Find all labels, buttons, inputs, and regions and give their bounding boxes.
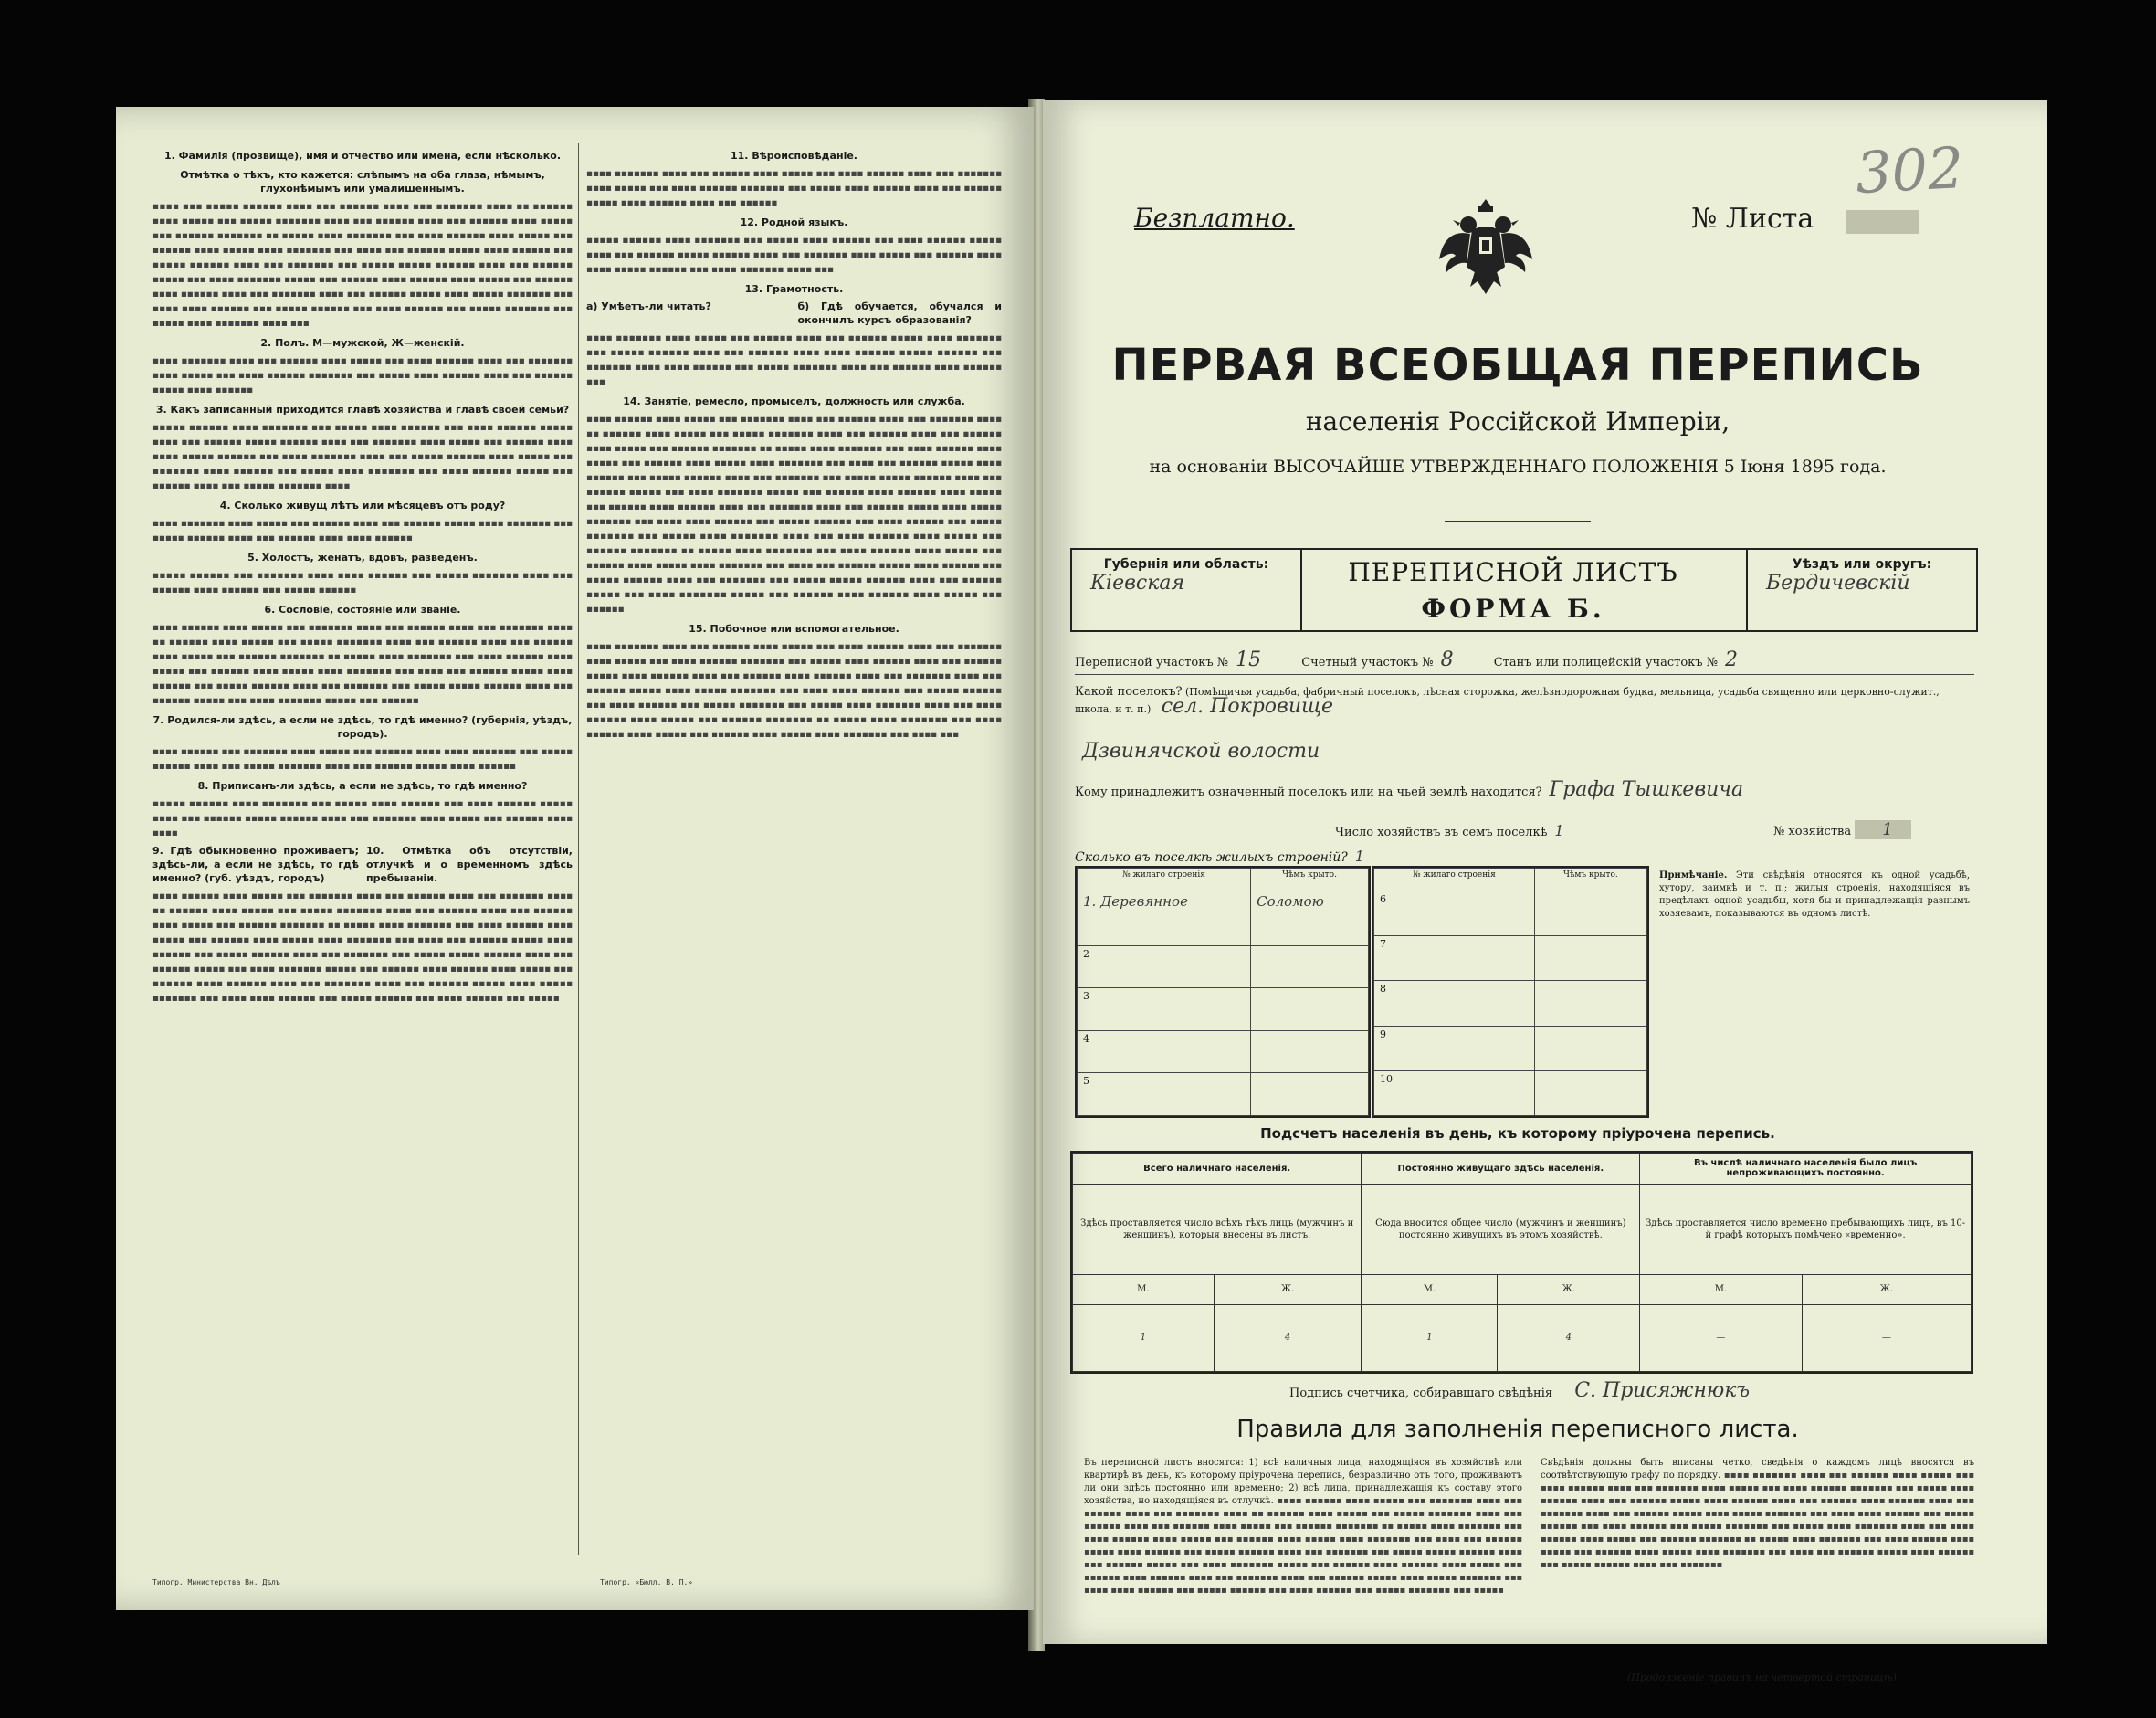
sheet-number-field <box>1846 210 1919 234</box>
section-heading: 14. Занятіе, ремесло, промыселъ, должность или служба. <box>623 395 965 407</box>
instruction-text: ▪▪▪▪ ▪▪▪▪▪▪ ▪▪▪▪ ▪▪▪▪▪ ▪▪▪ ▪▪▪▪▪▪▪ ▪▪▪▪ ▪▪▪ ▪▪▪▪▪▪ ▪▪▪▪ ▪▪▪ ▪▪▪▪▪▪▪ ▪▪▪▪ ▪▪ ▪▪▪▪▪▪ ▪▪▪▪ ▪▪▪▪▪ ▪▪▪ ▪▪▪▪▪ ▪▪▪▪▪▪▪ ▪▪▪▪ ▪▪▪ ▪▪▪▪▪▪ ▪▪▪▪ ▪▪▪ ▪▪▪▪▪▪ ▪▪▪▪ ▪▪▪▪▪ ▪▪▪ ▪▪▪▪▪▪ ▪▪▪▪▪▪▪ ▪▪ ▪▪▪▪▪ ▪▪▪▪ ▪▪▪▪▪▪▪ ▪▪▪ ▪▪▪▪ ▪▪▪▪▪▪ ▪▪▪▪ ▪▪▪▪▪ ▪▪▪ ▪▪▪▪▪▪ ▪▪▪▪ ▪▪▪▪▪ ▪▪▪▪ ▪▪▪▪▪▪▪ ▪▪▪ ▪▪▪▪ ▪▪▪ ▪▪▪▪▪▪ ▪▪▪▪▪ ▪▪▪▪ ▪▪▪▪▪▪ ▪▪▪ ▪▪▪▪▪ ▪▪▪▪▪▪ ▪▪▪▪ ▪▪▪ ▪▪▪▪▪▪▪ ▪▪▪ ▪▪▪▪▪ ▪▪▪▪▪ ▪▪▪▪▪▪ ▪▪▪▪ ▪▪▪ ▪▪▪▪▪▪ ▪▪▪▪▪ ▪▪▪ ▪▪▪▪ ▪▪▪▪▪▪▪ ▪▪▪▪▪ ▪▪▪ ▪▪▪▪▪▪ ▪▪▪▪ ▪▪▪▪▪▪ ▪▪▪▪ ▪▪▪▪▪ ▪▪▪ ▪▪▪▪▪▪ ▪▪▪▪ ▪▪▪▪▪▪ ▪▪▪▪ ▪▪▪ ▪▪▪▪▪▪▪ ▪▪▪▪ ▪▪▪ ▪▪▪▪▪▪ ▪▪▪▪▪ ▪▪▪▪ ▪▪▪▪▪ ▪▪▪▪▪▪▪ ▪▪▪ ▪▪▪▪ ▪▪▪▪ ▪▪▪▪▪▪ ▪▪▪ ▪▪▪▪▪ ▪▪▪▪▪▪ ▪▪▪ ▪▪▪▪ ▪▪▪▪▪▪ ▪▪▪ ▪▪▪▪▪ <box>152 891 573 1004</box>
instruction-text: ▪▪▪▪ ▪▪▪▪▪▪▪ ▪▪▪▪ ▪▪▪▪▪ ▪▪▪ ▪▪▪▪▪▪ ▪▪▪▪ ▪▪▪ ▪▪▪▪▪▪ ▪▪▪▪▪ ▪▪▪▪ ▪▪▪▪▪▪▪ ▪▪▪ ▪▪▪▪▪ ▪▪▪▪▪▪ ▪▪▪▪ ▪▪▪ ▪▪▪▪▪▪ ▪▪▪▪ ▪▪▪▪ ▪▪▪▪▪▪ ▪▪▪▪▪ ▪▪▪▪▪▪ ▪▪▪ ▪▪▪▪▪▪▪ ▪▪▪▪ ▪▪▪▪ ▪▪▪▪▪▪ ▪▪▪ ▪▪▪▪▪ ▪▪▪▪▪▪▪ ▪▪▪▪ ▪▪▪ ▪▪▪▪▪▪ ▪▪▪▪ ▪▪▪▪▪▪ ▪▪▪ <box>586 332 1002 387</box>
page-title: ПЕРВАЯ ВСЕОБЩАЯ ПЕРЕПИСЬ <box>1111 340 1924 391</box>
rules-text: Въ переписной листъ вносятся: 1) всѣ наличныя лица, находящіяся въ хозяйствѣ или квартирѣ въ день, къ которому пріурочена перепись, безразлично отъ того, проживаютъ ли они здѣсь постоянно или временно; 2) всѣ лица, принадлежащія къ составу этого хозяйства, но находящіяся въ отлучкѣ. <box>1084 1458 1522 1506</box>
instruction-text: ▪▪▪▪▪ ▪▪▪▪▪▪ ▪▪▪ ▪▪▪▪▪▪▪ ▪▪▪▪ ▪▪▪▪ ▪▪▪▪▪▪ ▪▪▪ ▪▪▪▪▪ ▪▪▪▪▪▪▪ ▪▪▪▪ ▪▪▪ ▪▪▪▪▪▪ ▪▪▪▪ ▪▪▪▪▪▪ ▪▪▪ ▪▪▪▪▪ ▪▪▪▪▪▪ <box>152 570 573 596</box>
owner-value: Графа Тышкевича <box>1549 778 1744 801</box>
instruction-text: ▪▪▪▪ ▪▪▪ ▪▪▪▪▪ ▪▪▪▪▪▪ ▪▪▪▪ ▪▪▪ ▪▪▪▪▪▪ ▪▪▪▪ ▪▪▪ ▪▪▪▪▪▪▪ ▪▪▪▪ ▪▪ ▪▪▪▪▪▪ ▪▪▪▪ ▪▪▪▪▪ ▪▪▪ ▪▪▪▪▪ ▪▪▪▪▪▪▪ ▪▪▪▪ ▪▪▪ ▪▪▪▪▪▪ ▪▪▪▪ ▪▪▪ ▪▪▪▪▪▪ ▪▪▪▪ ▪▪▪▪▪ ▪▪▪ ▪▪▪▪▪▪ ▪▪▪▪▪▪▪ ▪▪ ▪▪▪▪▪ ▪▪▪▪ ▪▪▪▪▪▪▪ ▪▪▪ ▪▪▪▪ ▪▪▪▪▪▪ ▪▪▪▪ ▪▪▪▪▪ ▪▪▪ ▪▪▪▪▪▪ ▪▪▪▪ ▪▪▪▪▪ ▪▪▪▪ ▪▪▪▪▪▪▪ ▪▪▪ ▪▪▪▪ ▪▪▪ ▪▪▪▪▪▪ ▪▪▪▪▪ ▪▪▪▪ ▪▪▪▪▪▪ ▪▪▪ ▪▪▪▪▪ ▪▪▪▪▪▪ ▪▪▪▪ ▪▪▪ ▪▪▪▪▪▪▪ ▪▪▪ ▪▪▪▪▪ ▪▪▪▪▪ ▪▪▪▪▪▪ ▪▪▪▪ ▪▪▪ ▪▪▪▪▪▪ ▪▪▪▪▪ ▪▪▪ ▪▪▪▪ ▪▪▪▪▪▪▪ ▪▪▪▪▪ ▪▪▪ ▪▪▪▪▪▪ ▪▪▪▪ ▪▪▪▪▪▪ ▪▪▪▪ ▪▪▪▪▪ ▪▪▪ ▪▪▪▪▪▪ ▪▪▪▪ ▪▪▪▪▪▪ ▪▪▪▪ ▪▪▪ ▪▪▪▪▪▪▪ ▪▪▪▪ ▪▪▪ ▪▪▪▪▪▪ ▪▪▪▪▪ ▪▪▪▪ ▪▪▪▪▪ ▪▪▪▪▪▪▪ ▪▪▪ ▪▪▪▪ ▪▪▪▪ ▪▪▪▪▪▪ ▪▪▪ ▪▪▪▪▪ ▪▪▪▪▪▪ ▪▪▪ ▪▪▪▪ ▪▪▪▪▪▪ ▪▪▪ ▪▪▪▪▪ ▪▪▪▪▪▪▪ ▪▪▪ ▪▪▪▪▪ ▪▪▪▪ ▪▪▪▪▪▪▪ ▪▪▪▪ ▪▪▪ <box>152 201 573 329</box>
buildings-value: 1 <box>1354 848 1364 865</box>
building-cell: 1. Деревянное <box>1078 891 1251 946</box>
table-description: Сюда вносится общее число (мужчинъ и женщинъ) постоянно живущихъ въ этомъ хозяйствѣ. <box>1362 1184 1640 1274</box>
section-heading: 8. Приписанъ-ли здѣсь, а если не здѣсь, то гдѣ именно? <box>197 780 528 792</box>
buildings-line <box>1075 848 1364 865</box>
section-heading: 3. Какъ записанный приходится главѣ хозяйства и главѣ своей семьи? <box>155 404 570 416</box>
section-heading: 7. Родился-ли здѣсь, а если не здѣсь, то гдѣ именно? (губернія, уѣздъ, городъ). <box>152 714 573 740</box>
rules-column-right <box>1541 1457 1974 1649</box>
population-value: 4 <box>1214 1304 1362 1371</box>
column-divider <box>578 143 579 1555</box>
table-row: 5 <box>1078 1073 1369 1116</box>
households-label: Число хозяйствъ въ семъ поселкѣ <box>1335 826 1548 839</box>
province-value: Кіевская <box>1090 572 1185 595</box>
buildings-note <box>1659 870 1970 921</box>
population-value: 4 <box>1498 1304 1640 1371</box>
police-area-value: 2 <box>1725 648 1739 671</box>
instruction-text: ▪▪▪▪ ▪▪▪▪▪▪▪ ▪▪▪▪ ▪▪▪ ▪▪▪▪▪▪ ▪▪▪▪ ▪▪▪▪▪ ▪▪▪ ▪▪▪▪ ▪▪▪▪▪▪ ▪▪▪▪ ▪▪▪ ▪▪▪▪▪▪▪ ▪▪▪▪ ▪▪▪▪▪ ▪▪▪ ▪▪▪▪ ▪▪▪▪▪▪ ▪▪▪▪▪▪▪ ▪▪▪ ▪▪▪▪▪ ▪▪▪▪ ▪▪▪▪▪▪ ▪▪▪▪ ▪▪▪ ▪▪▪▪▪▪ ▪▪▪▪▪ ▪▪▪▪ ▪▪▪▪▪▪ ▪▪▪▪ ▪▪▪ ▪▪▪▪▪▪ ▪▪▪▪ ▪▪▪▪▪▪ ▪▪▪▪ ▪▪▪ ▪▪▪▪▪▪▪ ▪▪▪▪ ▪▪▪ ▪▪▪▪▪▪ ▪▪▪▪▪ ▪▪▪▪ ▪▪▪▪▪ ▪▪▪▪▪▪▪ ▪▪▪ ▪▪▪▪ ▪▪▪▪ ▪▪▪▪▪▪ ▪▪▪ ▪▪▪▪▪ ▪▪▪▪▪▪ ▪▪▪ ▪▪▪▪ ▪▪▪▪▪▪ ▪▪▪ ▪▪▪▪▪ ▪▪▪▪▪▪▪ ▪▪▪ ▪▪▪▪▪ ▪▪▪▪ ▪▪▪▪▪▪▪ ▪▪▪▪ ▪▪▪ ▪▪▪▪ ▪▪▪▪▪▪ ▪▪▪▪ ▪▪▪▪▪ ▪▪▪ ▪▪▪▪▪▪ ▪▪▪▪▪▪▪ ▪▪ ▪▪▪▪▪ ▪▪▪▪ ▪▪▪▪▪▪▪ ▪▪▪ ▪▪▪▪ ▪▪▪▪▪▪ ▪▪▪▪ ▪▪▪▪▪ ▪▪▪ ▪▪▪▪▪▪ ▪▪▪▪ ▪▪▪▪▪ ▪▪▪▪ ▪▪▪▪▪▪▪ ▪▪▪ ▪▪▪▪ ▪▪▪ <box>586 641 1002 740</box>
sheet-number-label: № Листа <box>1691 203 1814 235</box>
instruction-text: ▪▪▪▪ ▪▪▪▪▪▪ ▪▪▪▪ ▪▪▪▪▪ ▪▪▪ ▪▪▪▪▪▪▪ ▪▪▪▪ ▪▪▪ ▪▪▪▪▪▪ ▪▪▪▪ ▪▪▪ ▪▪▪▪▪▪▪ ▪▪▪▪ ▪▪ ▪▪▪▪▪▪ ▪▪▪▪ ▪▪▪▪▪ ▪▪▪ ▪▪▪▪▪ ▪▪▪▪▪▪▪ ▪▪▪▪ ▪▪▪ ▪▪▪▪▪▪ ▪▪▪▪ ▪▪▪ ▪▪▪▪▪▪ ▪▪▪▪ ▪▪▪▪▪ ▪▪▪ ▪▪▪▪▪▪ ▪▪▪▪▪▪▪ ▪▪ ▪▪▪▪▪ ▪▪▪▪ ▪▪▪▪▪▪▪ ▪▪▪ ▪▪▪▪ ▪▪▪▪▪▪ ▪▪▪▪ ▪▪▪▪▪ ▪▪▪ ▪▪▪▪▪▪ ▪▪▪▪ ▪▪▪▪▪ ▪▪▪▪ ▪▪▪▪▪▪▪ ▪▪▪ ▪▪▪▪ ▪▪▪ ▪▪▪▪▪▪ ▪▪▪▪▪ ▪▪▪▪ ▪▪▪▪▪▪ ▪▪▪ ▪▪▪▪▪ ▪▪▪▪▪▪ ▪▪▪▪ ▪▪▪ ▪▪▪▪▪▪▪ ▪▪▪ ▪▪▪▪▪ ▪▪▪▪▪ ▪▪▪▪▪▪ ▪▪▪▪ ▪▪▪ ▪▪▪▪▪▪ ▪▪▪▪▪ ▪▪▪ ▪▪▪▪ ▪▪▪▪▪▪▪ ▪▪▪▪▪ ▪▪▪ ▪▪▪▪▪▪ <box>152 622 573 706</box>
instructions-column-left <box>152 143 573 1557</box>
table-header: Постоянно живущаго здѣсь населенія. <box>1362 1154 1640 1185</box>
table-description: Здѣсь проставляется число временно пребывающихъ лицъ, въ 10-й графѣ которыхъ помѣчено «временно». <box>1640 1184 1972 1274</box>
table-row: 6 <box>1374 891 1647 936</box>
instruction-text: ▪▪▪▪ ▪▪▪▪▪▪▪ ▪▪▪▪ ▪▪▪ ▪▪▪▪▪▪ ▪▪▪▪ ▪▪▪▪▪ ▪▪▪ ▪▪▪▪ ▪▪▪▪▪▪ ▪▪▪▪ ▪▪▪ ▪▪▪▪▪▪▪ ▪▪▪▪ ▪▪▪▪▪ ▪▪▪ ▪▪▪▪ ▪▪▪▪▪▪ ▪▪▪▪▪▪▪ ▪▪▪ ▪▪▪▪▪ ▪▪▪▪ ▪▪▪▪▪▪ ▪▪▪▪ ▪▪▪ ▪▪▪▪▪▪ ▪▪▪▪▪ ▪▪▪▪ ▪▪▪▪▪▪ ▪▪▪▪ ▪▪▪ ▪▪▪▪▪▪ <box>586 168 1002 208</box>
counter-signature: С. Присяжнюкъ <box>1574 1379 1751 1402</box>
instruction-text: ▪▪▪▪▪ ▪▪▪▪▪▪ ▪▪▪▪ ▪▪▪▪▪▪▪ ▪▪▪ ▪▪▪▪▪ ▪▪▪▪ ▪▪▪▪▪▪ ▪▪▪ ▪▪▪▪ ▪▪▪▪▪▪ ▪▪▪▪▪ ▪▪▪▪ ▪▪▪ ▪▪▪▪▪▪ ▪▪▪▪▪ ▪▪▪▪▪▪ ▪▪▪▪ ▪▪▪ ▪▪▪▪▪▪▪ ▪▪▪▪ ▪▪▪▪▪ ▪▪▪ ▪▪▪▪▪▪ ▪▪▪▪ ▪▪▪▪ ▪▪▪▪▪ ▪▪▪▪▪▪ ▪▪▪ ▪▪▪▪ ▪▪▪▪▪▪▪ ▪▪▪▪ ▪▪▪ ▪▪▪▪▪ ▪▪▪▪▪▪ ▪▪▪▪ ▪▪▪▪▪ ▪▪▪ ▪▪▪▪▪▪▪ ▪▪▪▪ ▪▪▪▪▪▪ ▪▪▪ ▪▪▪▪▪ ▪▪▪▪ ▪▪▪▪▪▪▪ ▪▪▪ ▪▪▪▪ ▪▪▪▪▪▪ ▪▪▪▪▪ ▪▪▪ ▪▪▪▪▪▪ ▪▪▪▪ ▪▪▪ ▪▪▪▪▪ ▪▪▪▪▪▪▪ ▪▪▪▪ <box>152 422 573 491</box>
male-header: М. <box>1640 1275 1802 1305</box>
right-page <box>1043 100 2047 1683</box>
signature-label: Подпись счетчика, собиравшаго свѣдѣнія <box>1289 1386 1553 1400</box>
rules-text: Свѣдѣнія должны быть вписаны четко, сведѣнія о каждомъ лицѣ вносятся въ соотвѣтствующую графу по порядку. <box>1541 1458 1974 1481</box>
areas-line <box>1075 648 1738 671</box>
continued-note: (Продолженіе правилъ на четвертой страницѣ) <box>1627 1671 1897 1683</box>
roof-cell: Соломою <box>1251 891 1369 946</box>
section-heading: 13. Грамотность. <box>744 283 844 295</box>
instruction-text: ▪▪▪▪▪ ▪▪▪▪▪▪ ▪▪▪▪ ▪▪▪▪▪▪▪ ▪▪▪ ▪▪▪▪▪ ▪▪▪▪ ▪▪▪▪▪▪ ▪▪▪ ▪▪▪▪ ▪▪▪▪▪▪ ▪▪▪▪▪ ▪▪▪▪ ▪▪▪ ▪▪▪▪▪▪ ▪▪▪▪▪ ▪▪▪▪▪▪ ▪▪▪▪ ▪▪▪ ▪▪▪▪▪▪▪ ▪▪▪▪ ▪▪▪▪▪ ▪▪▪ ▪▪▪▪▪▪ ▪▪▪▪ ▪▪▪▪ <box>152 798 573 838</box>
counting-area-label: Счетный участокъ № <box>1301 656 1434 669</box>
section-subheading: Отмѣтка о тѣхъ, кто кажется: слѣпымъ на оба глаза, нѣмымъ, глухонѣмымъ или умалишеннымъ. <box>180 169 545 195</box>
households-value: 1 <box>1554 822 1564 839</box>
section-heading: 4. Сколько живущ лѣтъ или мѣсяцевъ отъ роду? <box>219 500 506 511</box>
section-heading: 6. Сословіе, состояніе или званіе. <box>264 604 461 616</box>
instruction-text: ▪▪▪▪ ▪▪▪▪▪▪ ▪▪▪ ▪▪▪▪▪▪▪ ▪▪▪▪ ▪▪▪▪▪ ▪▪▪ ▪▪▪▪▪▪ ▪▪▪▪ ▪▪▪▪ ▪▪▪▪▪▪▪ ▪▪▪ ▪▪▪▪▪ ▪▪▪▪▪▪ ▪▪▪▪ ▪▪▪ ▪▪▪▪▪ ▪▪▪▪▪▪▪ ▪▪▪▪ ▪▪▪ ▪▪▪▪▪▪ ▪▪▪▪▪ ▪▪▪▪ ▪▪▪▪▪▪ <box>152 746 573 772</box>
table-row: 4 <box>1078 1030 1369 1073</box>
household-number-label: № хозяйства <box>1773 825 1852 838</box>
section-heading: 12. Родной языкъ. <box>740 216 848 228</box>
owner-line <box>1075 778 1743 801</box>
free-label: Безплатно. <box>1134 203 1295 233</box>
census-area-label: Переписной участокъ № <box>1075 656 1229 669</box>
settlement-value-2: Дзвинячской волости <box>1082 740 1320 763</box>
settlement-line-2 <box>1075 740 1320 763</box>
double-headed-eagle-icon <box>1436 192 1536 311</box>
sections-9-10 <box>152 844 573 885</box>
legal-basis-line: на основаніи ВЫСОЧАЙШЕ УТВЕРЖДЕННАГО ПОЛОЖЕНІЯ 5 Іюня 1895 года. <box>1149 457 1887 477</box>
form-code: ФОРМА Б. <box>1421 594 1605 624</box>
province-label: Губернія или область: <box>1103 557 1269 572</box>
rule <box>1075 674 1974 675</box>
rules-title: Правила для заполненія переписного листа. <box>1236 1416 1799 1443</box>
rules-text-continued: ▪▪▪▪ ▪▪▪▪▪▪ ▪▪▪▪ ▪▪▪▪▪ ▪▪▪ ▪▪▪▪▪▪▪ ▪▪▪▪ ▪▪▪ ▪▪▪▪▪▪ ▪▪▪▪ ▪▪▪ ▪▪▪▪▪▪▪ ▪▪▪▪ ▪▪ ▪▪▪▪▪▪ ▪▪▪▪ ▪▪▪▪▪ ▪▪▪ ▪▪▪▪▪ ▪▪▪▪▪▪▪ ▪▪▪▪ ▪▪▪ ▪▪▪▪▪▪ ▪▪▪▪ ▪▪▪ ▪▪▪▪▪▪ ▪▪▪▪ ▪▪▪▪▪ ▪▪▪ ▪▪▪▪▪▪ ▪▪▪▪▪▪▪ ▪▪ ▪▪▪▪▪ ▪▪▪▪ ▪▪▪▪▪▪▪ ▪▪▪ ▪▪▪▪ ▪▪▪▪▪▪ ▪▪▪▪ ▪▪▪▪▪ ▪▪▪ ▪▪▪▪▪▪ ▪▪▪▪ ▪▪▪▪▪ ▪▪▪▪ ▪▪▪▪▪▪▪ ▪▪▪ ▪▪▪▪ ▪▪▪ ▪▪▪▪▪▪ ▪▪▪▪▪ ▪▪▪▪ ▪▪▪▪▪▪ ▪▪▪ ▪▪▪▪▪ ▪▪▪▪▪▪ ▪▪▪▪ ▪▪▪ ▪▪▪▪▪▪▪ ▪▪▪ ▪▪▪▪▪ ▪▪▪▪▪ ▪▪▪▪▪▪ ▪▪▪▪ ▪▪▪ ▪▪▪▪▪▪ ▪▪▪▪▪ ▪▪▪ ▪▪▪▪ ▪▪▪▪▪▪▪ ▪▪▪▪▪ ▪▪▪ ▪▪▪▪▪▪ ▪▪▪▪ ▪▪▪▪▪▪ ▪▪▪▪ ▪▪▪▪▪ ▪▪▪ ▪▪▪▪▪▪ ▪▪▪▪ ▪▪▪▪▪▪ ▪▪▪▪ ▪▪▪ ▪▪▪▪▪▪▪ ▪▪▪▪ ▪▪▪ ▪▪▪▪▪▪ ▪▪▪▪▪ ▪▪▪▪ ▪▪▪▪▪ ▪▪▪▪▪▪▪ ▪▪▪ ▪▪▪▪ ▪▪▪▪ ▪▪▪▪▪▪ ▪▪▪ ▪▪▪▪▪ ▪▪▪▪▪▪ ▪▪▪ ▪▪▪▪ ▪▪▪▪▪▪ ▪▪▪ ▪▪▪▪▪ ▪▪▪▪▪▪▪ ▪▪▪ ▪▪▪▪▪ <box>1084 1496 1522 1596</box>
handwritten-sheet-number: 302 <box>1854 133 1966 207</box>
table-row: 10 <box>1374 1070 1647 1115</box>
table-header: Чѣмъ крыто. <box>1251 869 1369 891</box>
section-subheading: б) Гдѣ обучается, обучался и окончилъ курсъ образованія? <box>797 300 1002 326</box>
instruction-text: ▪▪▪▪ ▪▪▪▪▪▪▪ ▪▪▪▪ ▪▪▪ ▪▪▪▪▪▪ ▪▪▪▪ ▪▪▪▪▪ ▪▪▪ ▪▪▪▪ ▪▪▪▪▪▪ ▪▪▪▪ ▪▪▪ ▪▪▪▪▪▪▪ ▪▪▪▪ ▪▪▪▪▪ ▪▪▪ ▪▪▪▪ ▪▪▪▪▪▪ ▪▪▪▪▪▪▪ ▪▪▪ ▪▪▪▪▪ ▪▪▪▪ ▪▪▪▪▪▪ ▪▪▪▪ ▪▪▪ ▪▪▪▪▪▪ ▪▪▪▪▪ ▪▪▪▪ ▪▪▪▪▪▪ <box>152 355 573 395</box>
section-13-subheads <box>586 300 1002 327</box>
population-value: 1 <box>1073 1304 1215 1371</box>
household-number-line <box>1773 820 1911 839</box>
note-text: Эти свѣдѣнія относятся къ одной усадьбѣ, хутору, заимкѣ и т. п.; жилыя строенія, находящіяся въ предѣлахъ одной усадьбы, хотя бы и принадлежащія разнымъ хозяевамъ, показываются въ одномъ листѣ. <box>1659 870 1970 919</box>
rules-text-continued: ▪▪▪▪ ▪▪▪▪▪▪▪ ▪▪▪▪ ▪▪▪ ▪▪▪▪▪▪ ▪▪▪▪ ▪▪▪▪▪ ▪▪▪ ▪▪▪▪ ▪▪▪▪▪▪ ▪▪▪▪ ▪▪▪ ▪▪▪▪▪▪▪ ▪▪▪▪ ▪▪▪▪▪ ▪▪▪ ▪▪▪▪ ▪▪▪▪▪▪ ▪▪▪▪▪▪▪ ▪▪▪ ▪▪▪▪▪ ▪▪▪▪ ▪▪▪▪▪▪ ▪▪▪▪ ▪▪▪ ▪▪▪▪▪▪ ▪▪▪▪▪ ▪▪▪▪ ▪▪▪▪▪▪ ▪▪▪▪ ▪▪▪ ▪▪▪▪▪▪ ▪▪▪▪ ▪▪▪▪▪▪ ▪▪▪▪ ▪▪▪ ▪▪▪▪▪▪▪ ▪▪▪▪ ▪▪▪ ▪▪▪▪▪▪ ▪▪▪▪▪ ▪▪▪▪ ▪▪▪▪▪ ▪▪▪▪▪▪▪ ▪▪▪ ▪▪▪▪ ▪▪▪▪ ▪▪▪▪▪▪ ▪▪▪ ▪▪▪▪▪ ▪▪▪▪▪▪ ▪▪▪ ▪▪▪▪ ▪▪▪▪▪▪ ▪▪▪ ▪▪▪▪▪ ▪▪▪▪▪▪▪ ▪▪▪ ▪▪▪▪▪ ▪▪▪▪ ▪▪▪▪▪▪▪ ▪▪▪▪ ▪▪▪ ▪▪▪▪ ▪▪▪▪▪▪ ▪▪▪▪ ▪▪▪▪▪ ▪▪▪ ▪▪▪▪▪▪ ▪▪▪▪▪▪▪ ▪▪ ▪▪▪▪▪ ▪▪▪▪ ▪▪▪▪▪▪▪ ▪▪▪ ▪▪▪▪ ▪▪▪▪▪▪ ▪▪▪▪ ▪▪▪▪▪ ▪▪▪ ▪▪▪▪▪▪ ▪▪▪▪ ▪▪▪▪▪ ▪▪▪▪ ▪▪▪▪▪▪▪ ▪▪▪ ▪▪▪▪ ▪▪▪ ▪▪▪▪▪▪ ▪▪▪▪▪ ▪▪▪▪ ▪▪▪▪▪▪ ▪▪▪ ▪▪▪▪▪ ▪▪▪▪▪▪ ▪▪▪▪ ▪▪▪ ▪▪▪▪▪▪▪ <box>1541 1470 1974 1570</box>
rules-column-left <box>1084 1457 1522 1674</box>
settlement-line <box>1075 685 1979 717</box>
police-area-label: Станъ или полицейскій участокъ № <box>1493 656 1719 669</box>
divider <box>1445 521 1591 522</box>
section-heading: 9. Гдѣ обыкновенно проживаетъ; здѣсь-ли, а если не здѣсь, то гдѣ именно? (губ. уѣздъ, городъ) <box>152 845 359 884</box>
male-header: М. <box>1073 1275 1215 1305</box>
province-cell <box>1072 550 1302 630</box>
table-row: 2 <box>1078 945 1369 988</box>
section-heading: 15. Побочное или вспомогательное. <box>689 623 899 635</box>
table-description: Здѣсь проставляется число всѣхъ тѣхъ лицъ (мужчинъ и женщинъ), которыя внесены въ листъ. <box>1073 1184 1362 1274</box>
left-page <box>116 107 1034 1610</box>
female-header: Ж. <box>1802 1275 1971 1305</box>
female-header: Ж. <box>1214 1275 1362 1305</box>
instruction-text: ▪▪▪▪ ▪▪▪▪▪▪▪ ▪▪▪▪ ▪▪▪▪▪ ▪▪▪ ▪▪▪▪▪▪ ▪▪▪▪ ▪▪▪ ▪▪▪▪▪▪ ▪▪▪▪▪ ▪▪▪▪ ▪▪▪▪▪▪▪ ▪▪▪ ▪▪▪▪▪ ▪▪▪▪▪▪ ▪▪▪▪ ▪▪▪ ▪▪▪▪▪▪ ▪▪▪▪ ▪▪▪▪ ▪▪▪▪▪▪ <box>152 518 573 543</box>
table-row: 3 <box>1078 988 1369 1031</box>
section-heading: 11. Вѣроисповѣданіе. <box>731 150 857 162</box>
table-row: 7 <box>1374 936 1647 981</box>
section-subheading: а) Умѣетъ-ли читать? <box>586 300 711 312</box>
table-row: 9 <box>1374 1026 1647 1070</box>
printer-imprint: Типогр. Министерства Вн. Дѣлъ <box>152 1578 280 1586</box>
table-row <box>1078 891 1369 946</box>
counting-area-value: 8 <box>1440 648 1454 671</box>
section-heading: 5. Холостъ, женатъ, вдовъ, разведенъ. <box>247 552 478 564</box>
households-line <box>1335 822 1564 839</box>
table-header: Чѣмъ крыто. <box>1534 869 1646 891</box>
male-header: М. <box>1362 1275 1498 1305</box>
signature-line <box>1289 1379 1750 1402</box>
instructions-column-right <box>586 143 1002 1557</box>
buildings-table-left <box>1075 866 1371 1118</box>
page-subtitle: населенія Россійской Имперіи, <box>1305 406 1730 437</box>
census-area-value: 15 <box>1236 648 1262 671</box>
settlement-value: сел. Покровище <box>1161 695 1334 718</box>
section-heading: 10. Отмѣтка объ отсутствіи, отлучкѣ и о временномъ здѣсь пребываніи. <box>366 845 573 884</box>
instruction-text: ▪▪▪▪▪ ▪▪▪▪▪▪ ▪▪▪▪ ▪▪▪▪▪▪▪ ▪▪▪ ▪▪▪▪▪ ▪▪▪▪ ▪▪▪▪▪▪ ▪▪▪ ▪▪▪▪ ▪▪▪▪▪▪ ▪▪▪▪▪ ▪▪▪▪ ▪▪▪ ▪▪▪▪▪▪ ▪▪▪▪▪ ▪▪▪▪▪▪ ▪▪▪▪ ▪▪▪ ▪▪▪▪▪▪▪ ▪▪▪▪ ▪▪▪▪▪ ▪▪▪ ▪▪▪▪▪▪ ▪▪▪▪ ▪▪▪▪ ▪▪▪▪▪ ▪▪▪▪▪▪ ▪▪▪ ▪▪▪▪ ▪▪▪▪▪▪▪ ▪▪▪▪ ▪▪▪ <box>586 235 1002 275</box>
buildings-table-right <box>1372 866 1649 1118</box>
section-heading: 2. Полъ. М—мужской, Ж—женскій. <box>260 337 465 349</box>
table-header: Въ числѣ наличнаго населенія было лицъ непроживающихъ постоянно. <box>1640 1154 1972 1185</box>
printer-imprint: Типогр. «Бюлл. В. П.» <box>600 1578 693 1586</box>
population-value: 1 <box>1362 1304 1498 1371</box>
table-header: Всего наличнаго населенія. <box>1073 1154 1362 1185</box>
district-value: Бердичевскій <box>1766 572 1910 595</box>
form-title: ПЕРЕПИСНОЙ ЛИСТЪ <box>1348 557 1678 587</box>
owner-label: Кому принадлежитъ означенный поселокъ или на чьей землѣ находится? <box>1075 785 1542 799</box>
section-heading: 1. Фамилія (прозвище), имя и отчество или имена, если нѣсколько. <box>163 150 562 162</box>
instruction-text: ▪▪▪▪ ▪▪▪▪▪▪ ▪▪▪▪ ▪▪▪▪▪ ▪▪▪ ▪▪▪▪▪▪▪ ▪▪▪▪ ▪▪▪ ▪▪▪▪▪▪ ▪▪▪▪ ▪▪▪ ▪▪▪▪▪▪▪ ▪▪▪▪ ▪▪ ▪▪▪▪▪▪ ▪▪▪▪ ▪▪▪▪▪ ▪▪▪ ▪▪▪▪▪ ▪▪▪▪▪▪▪ ▪▪▪▪ ▪▪▪ ▪▪▪▪▪▪ ▪▪▪▪ ▪▪▪ ▪▪▪▪▪▪ ▪▪▪▪ ▪▪▪▪▪ ▪▪▪ ▪▪▪▪▪▪ ▪▪▪▪▪▪▪ ▪▪ ▪▪▪▪▪ ▪▪▪▪ ▪▪▪▪▪▪▪ ▪▪▪ ▪▪▪▪ ▪▪▪▪▪▪ ▪▪▪▪ ▪▪▪▪▪ ▪▪▪ ▪▪▪▪▪▪ ▪▪▪▪ ▪▪▪▪▪ ▪▪▪▪ ▪▪▪▪▪▪▪ ▪▪▪ ▪▪▪▪ ▪▪▪ ▪▪▪▪▪▪ ▪▪▪▪▪ ▪▪▪▪ ▪▪▪▪▪▪ ▪▪▪ ▪▪▪▪▪ ▪▪▪▪▪▪ ▪▪▪▪ ▪▪▪ ▪▪▪▪▪▪▪ ▪▪▪ ▪▪▪▪▪ ▪▪▪▪▪ ▪▪▪▪▪▪ ▪▪▪▪ ▪▪▪ ▪▪▪▪▪▪ ▪▪▪▪▪ ▪▪▪ ▪▪▪▪ ▪▪▪▪▪▪▪ ▪▪▪▪▪ ▪▪▪ ▪▪▪▪▪▪ ▪▪▪▪ ▪▪▪▪▪▪ ▪▪▪▪ ▪▪▪▪▪ ▪▪▪ ▪▪▪▪▪▪ ▪▪▪▪ ▪▪▪▪▪▪ ▪▪▪▪ ▪▪▪ ▪▪▪▪▪▪▪ ▪▪▪▪ ▪▪▪ ▪▪▪▪▪▪ ▪▪▪▪▪ ▪▪▪▪ ▪▪▪▪▪ ▪▪▪▪▪▪▪ ▪▪▪ ▪▪▪▪ ▪▪▪▪ ▪▪▪▪▪▪ ▪▪▪ ▪▪▪▪▪ ▪▪▪▪▪▪ ▪▪▪ ▪▪▪▪ ▪▪▪▪▪▪ ▪▪▪ ▪▪▪▪▪ ▪▪▪▪▪▪▪ ▪▪▪ ▪▪▪▪▪ ▪▪▪▪ ▪▪▪▪▪▪▪ ▪▪▪▪ ▪▪▪ ▪▪▪▪ ▪▪▪▪▪▪ ▪▪▪▪ ▪▪▪▪▪ ▪▪▪ ▪▪▪▪▪▪ ▪▪▪▪▪▪▪ ▪▪ ▪▪▪▪▪ ▪▪▪▪ ▪▪▪▪▪▪▪ ▪▪▪ ▪▪▪▪ ▪▪▪▪▪▪ ▪▪▪▪ ▪▪▪▪▪ ▪▪▪ ▪▪▪▪▪▪ ▪▪▪▪ ▪▪▪▪▪ ▪▪▪▪ ▪▪▪▪▪▪▪ ▪▪▪ ▪▪▪▪ ▪▪▪ ▪▪▪▪▪▪ ▪▪▪▪▪ ▪▪▪▪ ▪▪▪▪▪▪ ▪▪▪ ▪▪▪▪▪ ▪▪▪▪▪▪ ▪▪▪▪ ▪▪▪ ▪▪▪▪▪▪▪ ▪▪▪ ▪▪▪▪▪ ▪▪▪▪▪ ▪▪▪▪▪▪ ▪▪▪▪ ▪▪▪ ▪▪▪▪▪▪ ▪▪▪▪▪ ▪▪▪ ▪▪▪▪ ▪▪▪▪▪▪▪ ▪▪▪▪▪ ▪▪▪ ▪▪▪▪▪▪ ▪▪▪▪ ▪▪▪▪▪▪ ▪▪▪▪ ▪▪▪▪▪ ▪▪▪ ▪▪▪▪▪▪ <box>586 414 1002 615</box>
household-number-value: 1 <box>1855 820 1910 839</box>
settlement-hint: (Помѣщичья усадьба, фабричный поселокъ, лѣсная сторожка, желѣзнодорожная будка, мельница, усадьба священно или церковно-служит., школа, и т. п.) <box>1075 686 1940 715</box>
population-count-table <box>1070 1151 1973 1374</box>
population-value: — <box>1640 1304 1802 1371</box>
buildings-label: Сколько въ поселкѣ жилыхъ строеній? <box>1075 850 1348 865</box>
table-header: № жилаго строенія <box>1078 869 1251 891</box>
district-cell <box>1746 550 1976 630</box>
table-row: 8 <box>1374 981 1647 1026</box>
note-title: Примѣчаніе. <box>1659 870 1728 880</box>
population-value: — <box>1802 1304 1971 1371</box>
female-header: Ж. <box>1498 1275 1640 1305</box>
district-label: Уѣздъ или округъ: <box>1792 557 1932 572</box>
settlement-label: Какой поселокъ? <box>1075 685 1183 699</box>
table-header: № жилаго строенія <box>1374 869 1535 891</box>
population-count-title: Подсчетъ населенія въ день, къ которому пріурочена перепись. <box>1260 1125 1775 1142</box>
